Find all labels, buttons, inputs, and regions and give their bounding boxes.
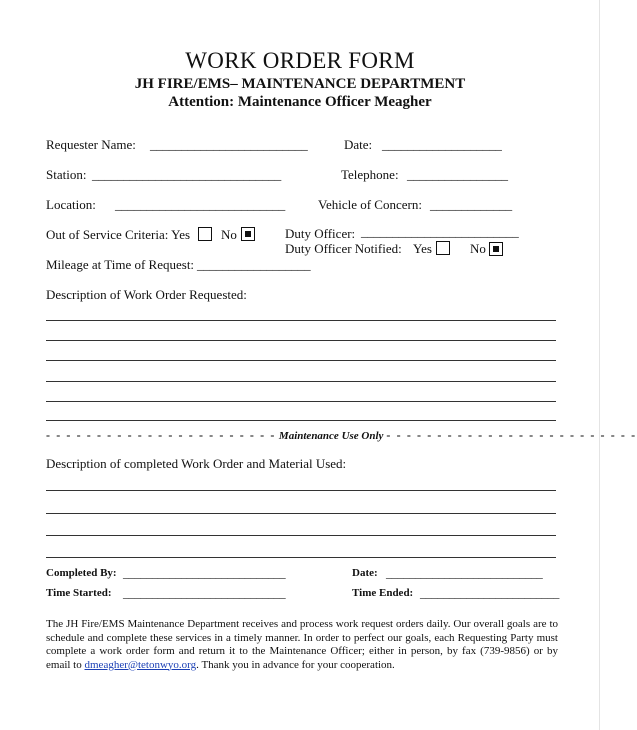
location-label: Location: — [46, 197, 96, 212]
duty-notified-no-label: No — [470, 241, 486, 256]
completed-description-line[interactable] — [46, 535, 556, 536]
duty-officer-notified-label: Duty Officer Notified: — [285, 241, 402, 256]
footer-paragraph — [46, 618, 558, 672]
out-of-service-no-checkbox[interactable] — [241, 227, 255, 241]
maintenance-use-only-label: Maintenance Use Only — [278, 430, 384, 442]
work-description-line[interactable] — [46, 320, 556, 321]
requester-name-label: Requester Name: — [46, 137, 136, 152]
out-of-service-no-label: No — [221, 227, 237, 242]
separator-dashes-left: - - - - - - - - - - - - - - - - - - - - - - - — [46, 428, 276, 442]
completed-by-label: Completed By: — [46, 567, 117, 579]
email-link[interactable]: dmeagher@tetonwyo.org — [84, 658, 197, 671]
telephone-field[interactable]: ________________ — [407, 167, 508, 182]
mileage-label: Mileage at Time of Request: — [46, 257, 195, 272]
time-started-field[interactable]: ____________________________ — [123, 586, 286, 600]
work-description-line[interactable] — [46, 401, 556, 402]
maintenance-use-only-separator — [46, 428, 637, 443]
requester-name-field[interactable]: _________________________ — [150, 137, 308, 152]
duty-notified-yes-checkbox[interactable] — [436, 241, 450, 255]
duty-notified-no-checkbox[interactable] — [489, 242, 503, 256]
form-title: WORK ORDER FORM — [185, 48, 415, 73]
date-field[interactable]: ___________________ — [382, 137, 502, 152]
work-description-line[interactable] — [46, 340, 556, 341]
date-label: Date: — [344, 137, 373, 152]
work-description-line[interactable] — [46, 381, 556, 382]
department-subtitle: JH FIRE/EMS– MAINTENANCE DEPARTMENT — [134, 76, 466, 92]
duty-notified-yes-label: Yes — [413, 241, 432, 256]
location-field[interactable]: ___________________________ — [115, 197, 286, 212]
station-label: Station: — [46, 167, 87, 182]
work-description-line[interactable] — [46, 420, 556, 421]
attention-line: Attention: Maintenance Officer Meagher — [168, 94, 432, 110]
separator-dashes-right: - - - - - - - - - - - - - - - - - - - - - - - - - — [386, 428, 637, 442]
out-of-service-label: Out of Service Criteria: Yes — [46, 227, 191, 242]
mileage-field[interactable]: __________________ — [197, 257, 311, 272]
out-of-service-yes-checkbox[interactable] — [198, 227, 212, 241]
vehicle-field[interactable]: _____________ — [430, 197, 512, 212]
work-description-line[interactable] — [46, 360, 556, 361]
work-description-label: Description of Work Order Requested: — [46, 287, 247, 302]
time-ended-label: Time Ended: — [352, 587, 414, 599]
duty-officer-field[interactable]: _________________________ — [361, 224, 519, 239]
time-started-label: Time Started: — [46, 587, 112, 599]
footer-text: The JH Fire/EMS Maintenance Department receives and process work request orders daily. Our overall goals are to schedule and complete these services in a timely manner. In order to perfect our goals, each Requesting Party must complete a work order form and return it to the Maintenance Officer; either in person, by fax (739-9856) or by email to — [46, 618, 558, 671]
completed-description-line[interactable] — [46, 557, 556, 558]
completed-description-line[interactable] — [46, 490, 556, 491]
telephone-label: Telephone: — [341, 167, 399, 182]
duty-officer-label: Duty Officer: — [285, 226, 356, 241]
station-field[interactable]: ______________________________ — [92, 167, 282, 182]
completion-date-label: Date: — [352, 567, 378, 579]
vehicle-label: Vehicle of Concern: — [318, 197, 422, 212]
completed-description-line[interactable] — [46, 513, 556, 514]
completion-date-field[interactable]: ___________________________ — [386, 566, 543, 580]
time-ended-field[interactable]: ________________________ — [420, 586, 560, 600]
completed-description-label: Description of completed Work Order and Material Used: — [46, 456, 347, 471]
completed-by-field[interactable]: ____________________________ — [123, 566, 286, 580]
footer-closing-text: . Thank you in advance for your cooperation. — [196, 658, 395, 671]
